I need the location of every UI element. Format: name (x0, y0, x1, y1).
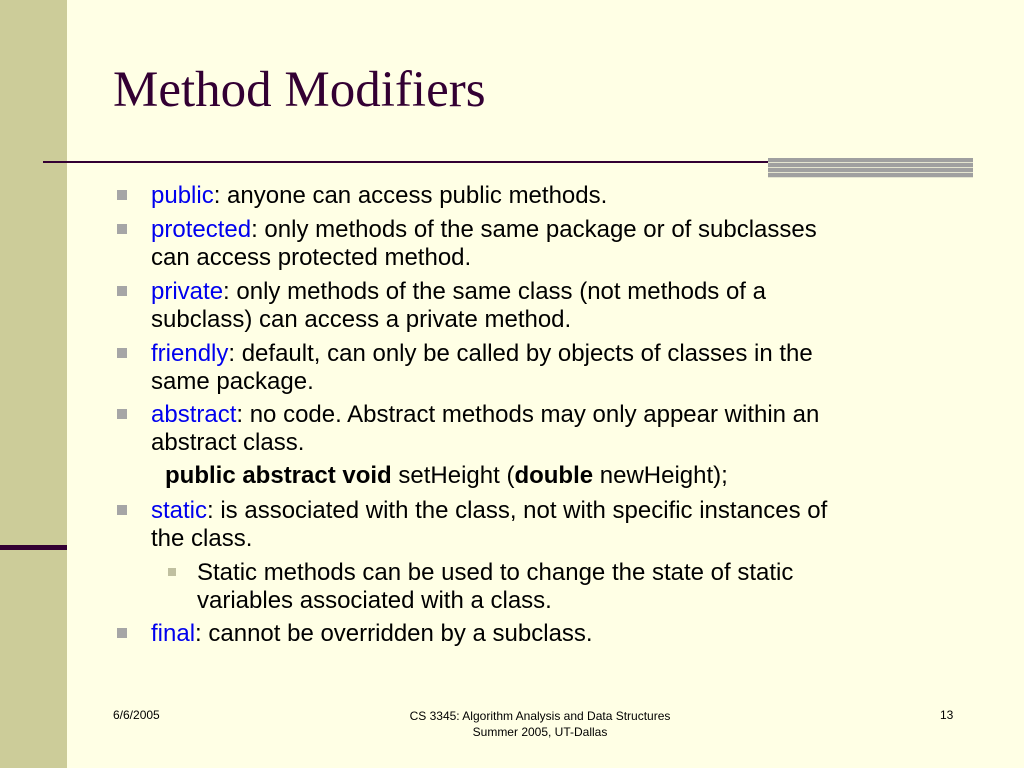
footer-course (312, 708, 768, 740)
bullet-icon (117, 190, 127, 200)
code-text: newHeight); (593, 462, 728, 489)
list-item-protected (151, 216, 817, 244)
keyword-final: final (151, 620, 196, 647)
item-continuation: the class. (151, 525, 253, 552)
footer-course-term: Summer 2005, UT-Dallas (472, 725, 608, 739)
sub-bullet-icon (168, 568, 176, 576)
sub-list-item: Static methods can be used to change the state of static (197, 559, 794, 586)
keyword-abstract: abstract (151, 401, 237, 428)
item-text: : only methods of the same package or of subclasses (251, 216, 817, 243)
item-text: : default, can only be called by objects of classes in the (228, 340, 813, 367)
bullet-icon (117, 505, 127, 515)
keyword-public: public (151, 182, 214, 209)
code-example (165, 462, 728, 490)
list-item-abstract (151, 401, 819, 429)
bullet-icon (117, 224, 127, 234)
item-continuation: same package. (151, 368, 314, 395)
keyword-private: private (151, 278, 224, 305)
footer-page-number: 13 (940, 708, 954, 722)
footer-course-title: CS 3345: Algorithm Analysis and Data Structures (409, 709, 671, 723)
code-text: setHeight ( (391, 462, 515, 489)
keyword-static: static (151, 497, 208, 524)
item-continuation: subclass) can access a private method. (151, 306, 572, 333)
bullet-icon (117, 409, 127, 419)
item-text: : is associated with the class, not with specific instances of (207, 497, 828, 524)
code-keywords: public abstract void (165, 462, 392, 489)
keyword-protected: protected (151, 216, 252, 243)
item-continuation: can access protected method. (151, 244, 472, 271)
bullet-icon (117, 286, 127, 296)
list-item-friendly (151, 340, 813, 368)
item-text: : cannot be overridden by a subclass. (195, 620, 593, 647)
list-item-public (151, 182, 607, 210)
list-item-final (151, 620, 593, 648)
item-text: : anyone can access public methods. (213, 182, 608, 209)
item-continuation: abstract class. (151, 429, 305, 456)
bullet-icon (117, 348, 127, 358)
slide-footer (0, 700, 1024, 768)
keyword-friendly: friendly (151, 340, 229, 367)
item-continuation: variables associated with a class. (197, 587, 552, 614)
item-text: : only methods of the same class (not methods of a (223, 278, 766, 305)
list-item-static (151, 497, 827, 525)
slide-title: Method Modifiers (113, 62, 486, 118)
bullet-icon (117, 628, 127, 638)
list-item-private (151, 278, 766, 306)
footer-date: 6/6/2005 (113, 708, 160, 722)
item-text: : no code. Abstract methods may only appear within an (236, 401, 820, 428)
code-type: double (514, 462, 594, 489)
